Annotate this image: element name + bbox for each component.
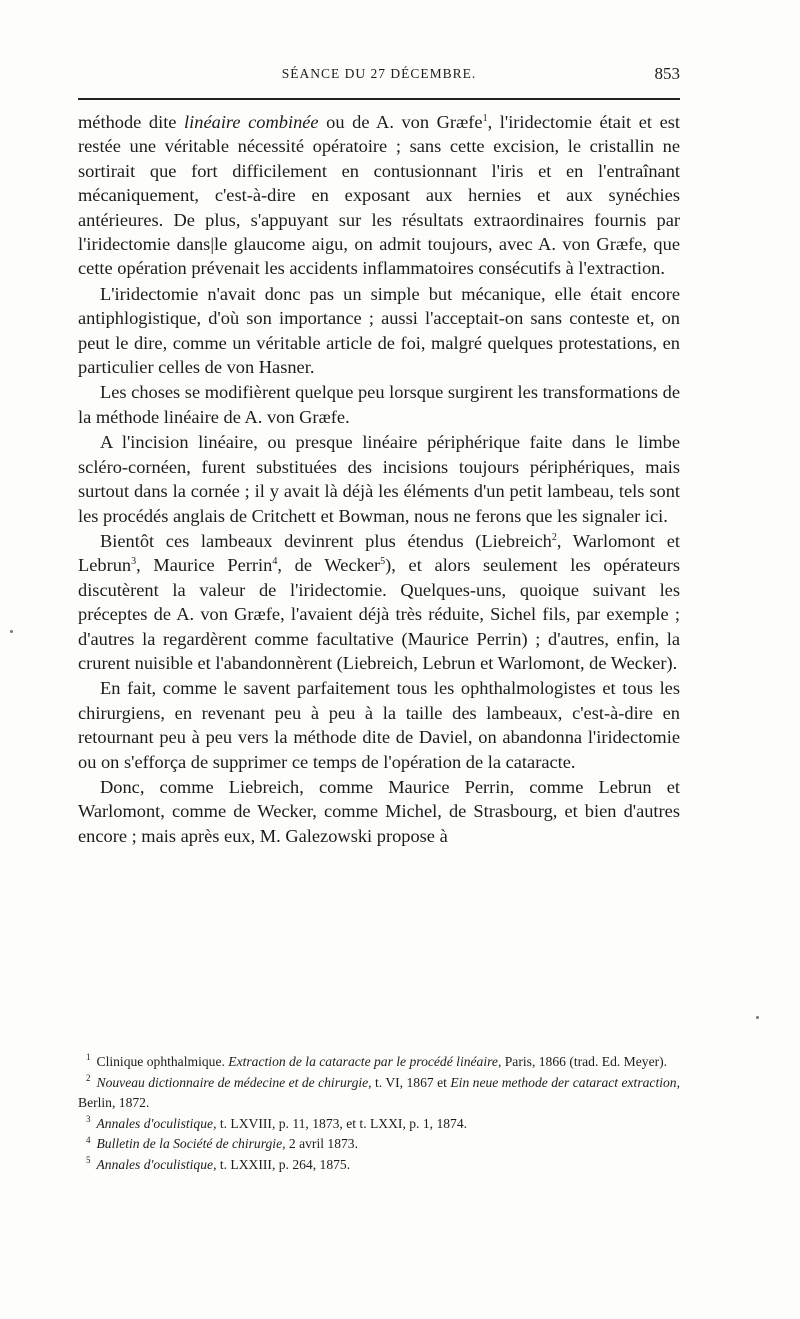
paragraph-7: Donc, comme Liebreich, comme Maurice Perrin, comme Lebrun et Warlomont, comme de Wecker, comme Michel, de Strasbourg, et bien d'autres encore ; mais après eux, M. Galezowski propose à [78, 776, 680, 846]
header-rule [78, 98, 680, 100]
footnote-title: Extraction de la cataracte par le procédé linéaire [228, 1054, 498, 1069]
text-run: , l'iridectomie était et est restée une véritable nécessité opératoire ; sans cette excision, le cristallin ne sortirait que fort difficilement en contusionnant l'iris et en l'entraînant mécaniquement, c'est-à-dire en exposant aux hernies et aux synéchies antérieures. De plus, s'appuyant sur les résultats extraordinaires fournis par l'iridectomie dans|le glaucome aigu, on admit toujours, avec A. von Græfe, que cette opération prévenait les accidents inflammatoires consécutifs à l'extraction. [78, 112, 680, 279]
text-run: , de Wecker [277, 555, 381, 576]
text-run: , Maurice Perrin [136, 555, 273, 576]
italic-run: linéaire combinée [184, 112, 319, 132]
text-run: Bientôt ces lambeaux devinrent plus étendus (Liebreich [100, 530, 552, 551]
paper-speck [10, 630, 13, 633]
running-title: SÉANCE DU 27 DÉCEMBRE. [281, 66, 477, 81]
footnote-ref: 5 [380, 556, 386, 568]
paragraph-1 [78, 110, 680, 281]
paragraph-5 [78, 529, 680, 675]
footnote-2 [78, 1073, 680, 1114]
footnote-5 [78, 1155, 680, 1176]
footnote-number: 2 [86, 1073, 91, 1084]
footnote-4 [78, 1134, 680, 1155]
footnote-ref: 2 [551, 531, 557, 543]
running-header [78, 62, 680, 88]
paragraph-2: L'iridectomie n'avait donc pas un simple but mécanique, elle était encore antiphlogistique, d'où son importance ; aussi l'acceptait-on sans conteste et, on peut le dire, comme un véritable article de foi, malgré quelques protestations, en particulier celles de von Hasner. [78, 283, 680, 378]
footnote-title: Bulletin de la Société de chirurgie [96, 1136, 283, 1152]
footnote-text: , 2 avril 1873. [282, 1136, 358, 1152]
text-run: ), et alors seulement les opérateurs discutèrent la valeur de l'iridectomie. Quelques-uns, quoique suivant les préceptes de A. von Græfe, l'avaient déjà très réduite, Sichel fils, par exemple ; d'autres la regardèrent comme facultative (Maurice Perrin) ; d'autres, enfin, la crurent nuisible et l'abandonnèrent (Liebreich, Lebrun et Warlomont, de Wecker). [78, 555, 680, 673]
footnote-number: 1 [86, 1052, 91, 1063]
main-text [78, 110, 680, 848]
paragraph-3: Les choses se modifièrent quelque peu lorsque surgirent les transformations de la méthode linéaire de A. von Græfe. [78, 382, 680, 427]
footnote-number: 4 [86, 1134, 91, 1145]
footnote-title: Nouveau dictionnaire de médecine et de chirurgie [96, 1074, 369, 1090]
footnote-title: Annales d'oculistique [96, 1156, 214, 1172]
footnote-ref: 4 [272, 556, 278, 568]
footnote-number: 5 [86, 1155, 91, 1166]
footnote-text: , Berlin, 1872. [78, 1074, 680, 1111]
footnote-number: 3 [86, 1114, 91, 1125]
footnote-text: , t. LXXIII, p. 264, 1875. [213, 1156, 351, 1172]
text-run: , Warlomont et Lebrun [78, 530, 680, 576]
footnote-ref: 3 [131, 556, 137, 568]
footnote-text: Clinique ophthalmique. [96, 1054, 229, 1069]
footnote-title: Ein neue methode der cataract extraction [450, 1074, 677, 1090]
text-run: ou de A. von Græfe [318, 112, 483, 132]
footnote-text: , Paris, 1866 (trad. Ed. Meyer). [497, 1054, 668, 1069]
footnotes [78, 1052, 680, 1176]
paragraph-4: A l'incision linéaire, ou presque linéaire périphérique faite dans le limbe scléro-cornéen, furent substituées des incisions toujours périphériques, mais surtout dans la cornée ; il y avait là déjà les éléments d'un petit lambeau, tels sont les procédés anglais de Critchett et Bowman, nous ne ferons que les signaler ici. [78, 432, 680, 526]
footnote-1 [78, 1052, 680, 1073]
footnote-text: , t. VI, 1867 et [368, 1074, 451, 1090]
footnote-text: , t. LXVIII, p. 11, 1873, et t. LXXI, p. 1, 1874. [213, 1115, 468, 1131]
text-run: méthode dite [78, 112, 185, 132]
page-number: 853 [654, 64, 680, 83]
footnote-ref: 1 [482, 112, 488, 124]
footnote-3 [78, 1114, 680, 1135]
paragraph-6: En fait, comme le savent parfaitement tous les ophthalmologistes et tous les chirurgiens, en revenant peu à peu à la taille des lambeaux, c'est-à-dire en retournant peu à peu vers la méthode dite de Daviel, on abandonna l'iridectomie ou on s'efforça de supprimer ce temps de l'opération de la cataracte. [78, 678, 680, 772]
footnote-title: Annales d'oculistique [96, 1115, 214, 1131]
paper-speck [756, 1016, 759, 1019]
